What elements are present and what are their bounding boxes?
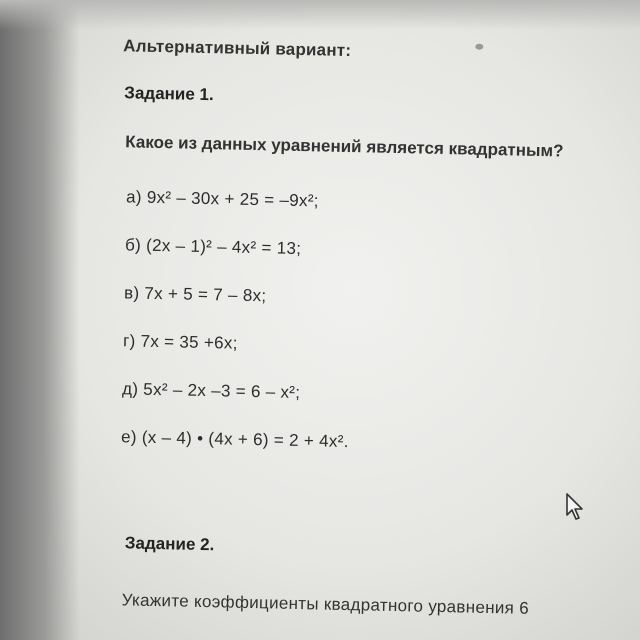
task1-title: Задание 1. [124, 83, 214, 105]
task1-question: Какое из данных уравнений является квадратным? [125, 132, 564, 161]
screen-smudge [475, 44, 483, 50]
task2-question: Укажите коэффициенты квадратного уравнения 6 [121, 590, 530, 618]
task1-options-list [120, 186, 354, 479]
variant-heading: Альтернативный вариант: [123, 36, 352, 61]
option-e: е) (x – 4) • (4x + 6) = 2 + 4x². [120, 427, 349, 452]
option-d: д) 5x² – 2x –3 = 6 – x²; [121, 379, 301, 403]
option-a: а) 9x² – 30x + 25 = –9x²; [125, 187, 319, 211]
option-b: б) (2x – 1)² – 4x² = 13; [124, 235, 302, 259]
option-v: в) 7x + 5 = 7 – 8x; [123, 283, 267, 306]
task2-title: Задание 2. [124, 533, 215, 555]
mouse-pointer-icon [565, 492, 587, 527]
option-g: г) 7x = 35 +6x; [122, 331, 238, 353]
